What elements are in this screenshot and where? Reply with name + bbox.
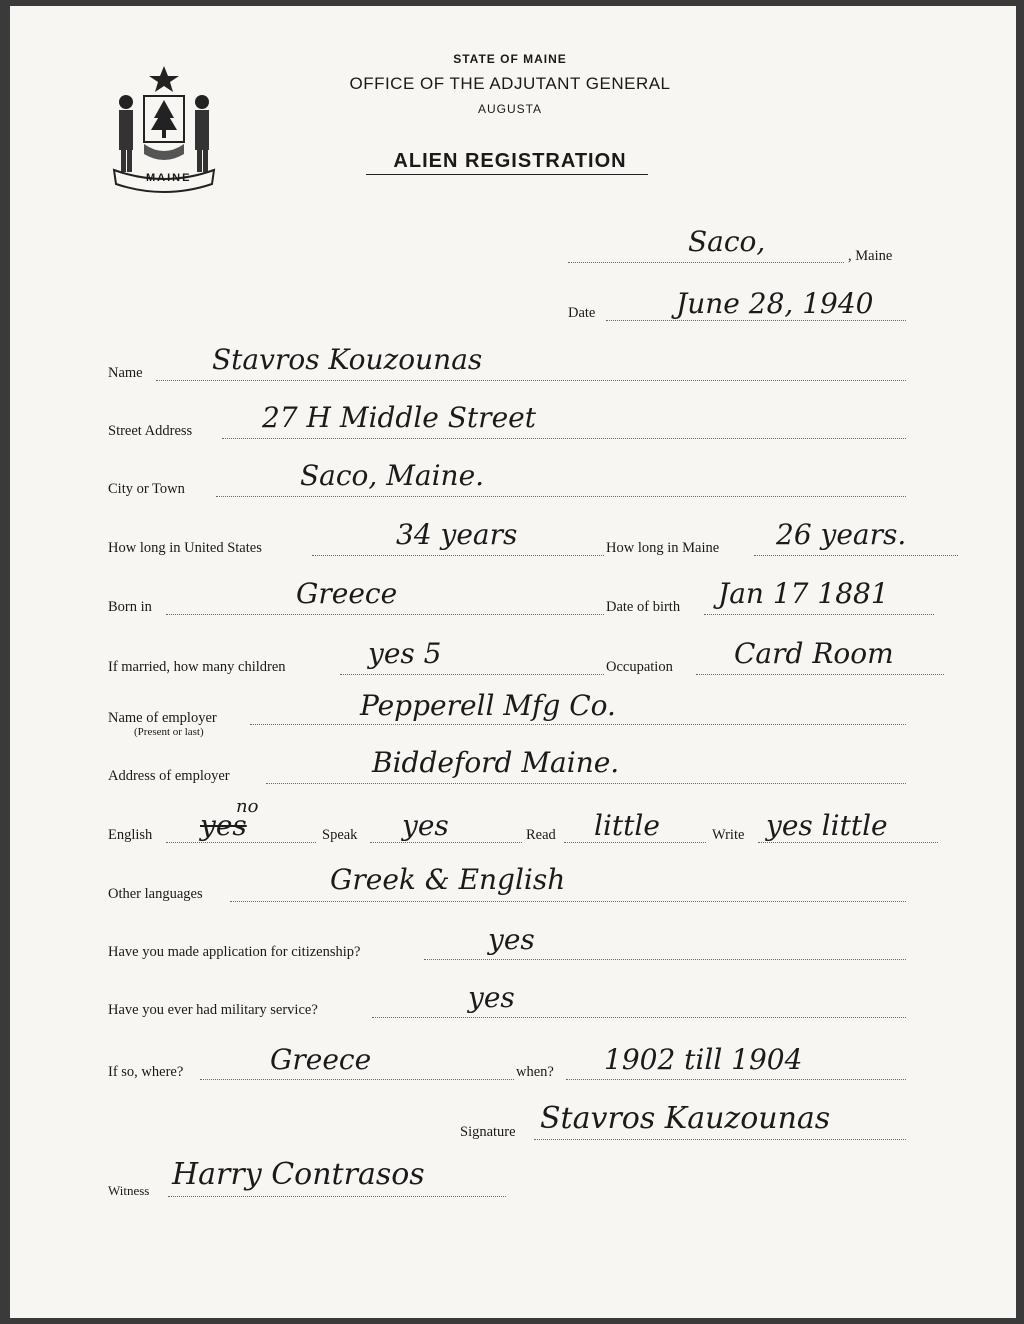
how-long-us-label: How long in United States: [108, 540, 262, 556]
other-languages-value: Greek & English: [330, 863, 566, 896]
citizenship-label: Have you made application for citizenship?: [108, 944, 361, 960]
signature-line: [534, 1139, 906, 1140]
how-long-us-line: [312, 555, 604, 556]
citizenship-value: yes: [488, 923, 535, 956]
witness-signature-value: Harry Contrasos: [172, 1157, 425, 1192]
write-value: yes little: [766, 809, 888, 842]
employer-address-line: [266, 783, 906, 784]
maine-label: , Maine: [848, 248, 893, 264]
born-in-line: [166, 614, 604, 615]
city-or-town-label: City or Town: [108, 481, 185, 497]
name-line: [156, 380, 906, 381]
military-label: Have you ever had military service?: [108, 1002, 318, 1018]
name-label: Name: [108, 365, 143, 381]
english-struck-value: yes: [200, 809, 247, 842]
where-line: [200, 1079, 514, 1080]
present-or-last-note: (Present or last): [134, 726, 204, 738]
employer-address-label: Address of employer: [108, 768, 230, 784]
header-city: AUGUSTA: [477, 102, 543, 116]
date-label: Date: [568, 305, 596, 321]
street-address-label: Street Address: [108, 423, 193, 439]
when-label: when?: [516, 1064, 554, 1080]
married-children-label: If married, how many children: [108, 659, 286, 675]
read-line: [564, 842, 706, 843]
date-line: [606, 320, 906, 321]
speak-line: [370, 842, 522, 843]
seal-banner-text: MAINE: [146, 172, 192, 184]
date-value: June 28, 1940: [676, 287, 874, 320]
witness-line: [168, 1196, 506, 1197]
if-so-where-label: If so, where?: [108, 1064, 184, 1080]
read-value: little: [594, 809, 660, 842]
occupation-label: Occupation: [606, 659, 673, 675]
how-long-maine-value: 26 years.: [776, 518, 907, 551]
citizenship-line: [424, 959, 906, 960]
occupation-line: [696, 674, 944, 675]
city-or-town-value: Saco, Maine.: [300, 459, 485, 492]
english-correction-value: no: [236, 796, 259, 817]
write-label: Write: [712, 827, 745, 843]
english-label: English: [108, 827, 153, 843]
speak-label: Speak: [322, 827, 358, 843]
born-in-value: Greece: [296, 577, 398, 610]
read-label: Read: [526, 827, 556, 843]
street-address-line: [222, 438, 906, 439]
title-underline: [366, 174, 648, 175]
header-state: STATE OF MAINE: [453, 52, 567, 66]
how-long-maine-line: [754, 555, 958, 556]
english-line: [166, 842, 316, 843]
how-long-us-value: 34 years: [396, 518, 518, 551]
form-title: ALIEN REGISTRATION: [393, 150, 627, 172]
how-long-maine-label: How long in Maine: [606, 540, 720, 556]
military-when-value: 1902 till 1904: [604, 1043, 803, 1076]
military-line: [372, 1017, 906, 1018]
date-of-birth-label: Date of birth: [606, 599, 681, 615]
employer-address-value: Biddeford Maine.: [372, 746, 620, 779]
date-of-birth-value: Jan 17 1881: [718, 577, 889, 610]
married-children-line: [340, 674, 604, 675]
street-address-value: 27 H Middle Street: [262, 401, 536, 434]
date-of-birth-line: [704, 614, 934, 615]
town-value: Saco,: [688, 225, 766, 258]
signature-value: Stavros Kauzounas: [540, 1101, 831, 1136]
employer-name-line: [250, 724, 906, 725]
other-languages-line: [230, 901, 906, 902]
signature-label: Signature: [460, 1124, 516, 1140]
name-value: Stavros Kouzounas: [212, 343, 483, 376]
military-value: yes: [468, 981, 515, 1014]
when-line: [566, 1079, 906, 1080]
witness-label: Witness: [108, 1183, 150, 1198]
military-where-value: Greece: [270, 1043, 372, 1076]
employer-name-value: Pepperell Mfg Co.: [360, 689, 616, 722]
other-languages-label: Other languages: [108, 886, 203, 902]
married-children-value: yes 5: [368, 637, 442, 670]
occupation-value: Card Room: [734, 637, 894, 670]
born-in-label: Born in: [108, 599, 152, 615]
write-line: [758, 842, 938, 843]
town-line: [568, 262, 844, 263]
header-office: OFFICE OF THE ADJUTANT GENERAL: [349, 74, 671, 93]
speak-value: yes: [402, 809, 449, 842]
city-or-town-line: [216, 496, 906, 497]
employer-name-label: Name of employer: [108, 710, 217, 726]
